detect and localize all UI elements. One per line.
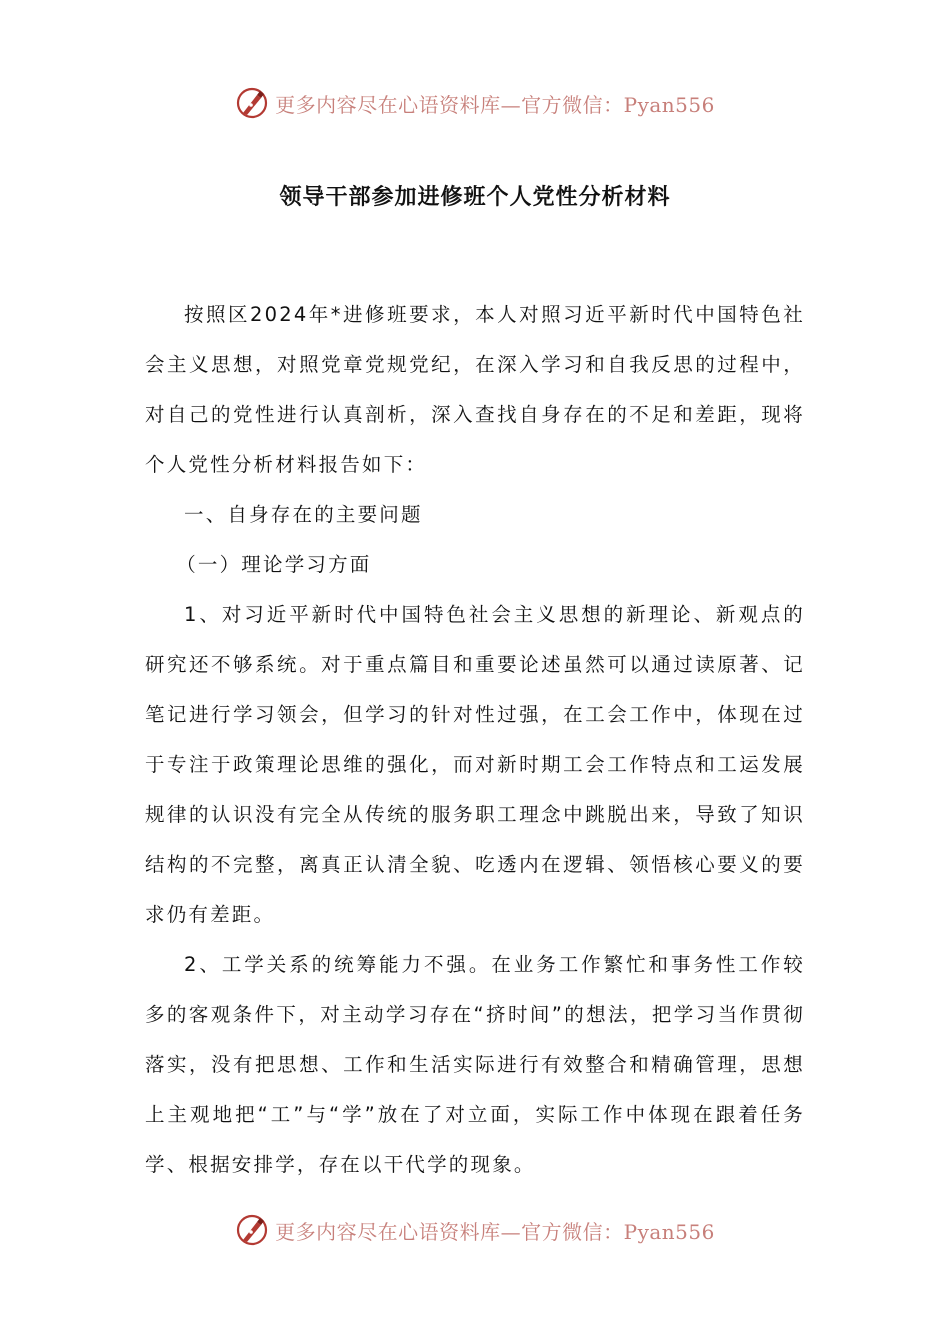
watermark-text: 更多内容尽在心语资料库—官方微信：Pyan556 — [275, 92, 715, 117]
pen-nib-circle-icon — [235, 1213, 269, 1247]
body-paragraph: 2、工学关系的统筹能力不强。在业务工作繁忙和事务性工作较多的客观条件下，对主动学习存在“挤时间”的想法，把学习当作贯彻落实，没有把思想、工作和生活实际进行有效整合和精确管理，思想上主观地把“工”与“学”放在了对立面，实际工作中体现在跟着任务学、根据安排学，存在以干代学的现象。 — [145, 953, 805, 1176]
intro-paragraph: 按照区2024年*进修班要求，本人对照习近平新时代中国特色社会主义思想，对照党章党规党纪，在深入学习和自我反思的过程中，对自己的党性进行认真剖析，深入查找自身存在的不足和差距，现将个人党性分析材料报告如下： — [145, 303, 805, 476]
document-title: 领导干部参加进修班个人党性分析材料 — [279, 185, 671, 210]
body-paragraph: 1、对习近平新时代中国特色社会主义思想的新理论、新观点的研究还不够系统。对于重点篇目和重要论述虽然可以通过读原著、记笔记进行学习领会，但学习的针对性过强，在工会工作中，体现在过于专注于政策理论思维的强化，而对新时期工会工作特点和工运发展规律的认识没有完全从传统的服务职工理念中跳脱出来，导致了知识结构的不完整，离真正认清全貌、吃透内在逻辑、领悟核心要义的要求仍有差距。 — [145, 603, 805, 926]
section-heading: 一、自身存在的主要问题 — [184, 503, 423, 526]
subsection-heading: （一）理论学习方面 — [176, 553, 372, 576]
watermark-text: 更多内容尽在心语资料库—官方微信：Pyan556 — [275, 1219, 715, 1244]
watermark-group — [235, 86, 715, 120]
header-watermark — [0, 83, 950, 123]
watermark-group — [235, 1213, 715, 1247]
pen-nib-circle-icon — [235, 86, 269, 120]
footer-watermark — [0, 1210, 950, 1250]
document-body — [145, 290, 805, 1190]
